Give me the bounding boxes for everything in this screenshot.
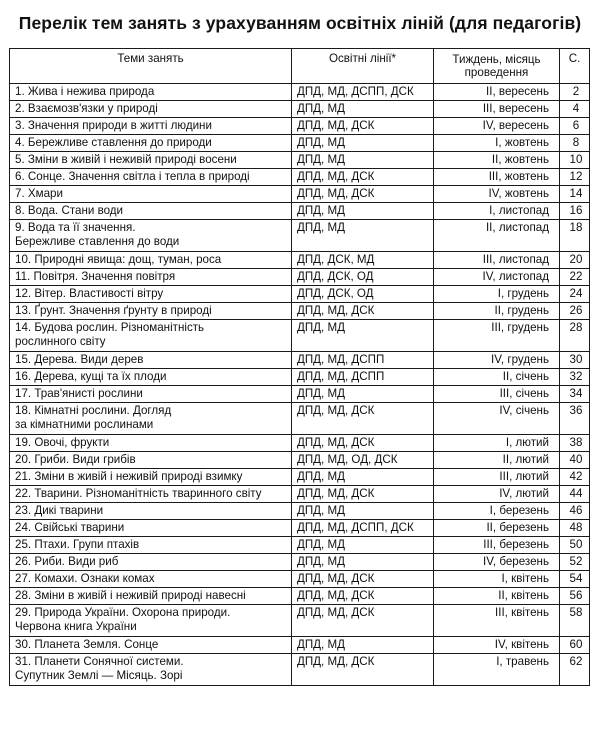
- topic-cell: [10, 101, 292, 118]
- topic-cell: [10, 469, 292, 486]
- when-cell: IV, жовтень: [434, 186, 560, 203]
- lines-cell: ДПД, МД: [292, 203, 434, 220]
- when-cell: III, грудень: [434, 320, 560, 352]
- topic-text: 15. Дерева. Види дерев: [15, 353, 144, 366]
- when-cell: IV, березень: [434, 554, 560, 571]
- page-cell: 10: [560, 152, 590, 169]
- topic-cell: [10, 588, 292, 605]
- table-row: [10, 554, 590, 571]
- table-row: [10, 588, 590, 605]
- when-cell: I, жовтень: [434, 135, 560, 152]
- page-cell: 58: [560, 605, 590, 637]
- topic-cell: [10, 152, 292, 169]
- table-row: [10, 520, 590, 537]
- topic-cell: [10, 486, 292, 503]
- header-lines: Освітні лінії*: [292, 49, 434, 84]
- topic-text: 11. Повітря. Значення повітря: [15, 270, 176, 283]
- topic-text: 30. Планета Земля. Сонце: [15, 638, 159, 651]
- topic-text: 26. Риби. Види риб: [15, 555, 119, 568]
- topic-text-line2: Бережливе ставлення до води: [15, 234, 180, 248]
- table-row: [10, 486, 590, 503]
- topic-text: 25. Птахи. Групи птахів: [15, 538, 140, 551]
- when-cell: III, березень: [434, 537, 560, 554]
- table-row: [10, 252, 590, 269]
- when-cell: I, травень: [434, 654, 560, 686]
- table-row: [10, 118, 590, 135]
- lines-cell: ДПД, МД, ДСК: [292, 571, 434, 588]
- when-cell: III, січень: [434, 386, 560, 403]
- header-when: Тиждень, місяць проведення: [434, 49, 560, 84]
- topic-text: 27. Комахи. Ознаки комах: [15, 572, 155, 585]
- page-cell: 54: [560, 571, 590, 588]
- page-cell: 36: [560, 403, 590, 435]
- table-row: [10, 101, 590, 118]
- topic-text: 5. Зміни в живій і неживій природі восени: [15, 153, 237, 166]
- table-row: [10, 186, 590, 203]
- topic-text: 6. Сонце. Значення світла і тепла в природі: [15, 170, 250, 183]
- topic-text: 28. Зміни в живій і неживій природі навесні: [15, 589, 246, 602]
- table-row: [10, 452, 590, 469]
- topic-text-line2: Червона книга України: [15, 619, 137, 633]
- table-row: [10, 537, 590, 554]
- lines-cell: ДПД, ДСК, ОД: [292, 269, 434, 286]
- lines-cell: ДПД, МД: [292, 101, 434, 118]
- lines-cell: ДПД, МД: [292, 135, 434, 152]
- when-cell: II, листопад: [434, 220, 560, 252]
- topic-text: 14. Будова рослин. Різноманітність: [15, 321, 205, 334]
- table-row: [10, 605, 590, 637]
- page-cell: 26: [560, 303, 590, 320]
- topic-cell: [10, 220, 292, 252]
- when-cell: I, квітень: [434, 571, 560, 588]
- topic-cell: [10, 135, 292, 152]
- page-title: Перелік тем занять з урахуванням освітніх ліній (для педагогів): [18, 13, 582, 33]
- topic-text: 7. Хмари: [15, 187, 63, 200]
- topic-text: 2. Взаємозв'язки у природі: [15, 102, 158, 115]
- topic-cell: [10, 352, 292, 369]
- table-row: [10, 169, 590, 186]
- lines-cell: ДПД, МД, ДСК: [292, 118, 434, 135]
- lines-cell: ДПД, МД, ОД, ДСК: [292, 452, 434, 469]
- table-row: [10, 220, 590, 252]
- topic-text-line2: за кімнатними рослинами: [15, 417, 154, 431]
- table-row: [10, 386, 590, 403]
- topics-table: [9, 48, 590, 686]
- header-page: С.: [560, 49, 590, 84]
- page-cell: 32: [560, 369, 590, 386]
- topic-text: 17. Трав'янисті рослини: [15, 387, 143, 400]
- table-row: [10, 637, 590, 654]
- header-topic: Теми занять: [10, 49, 292, 84]
- when-cell: III, вересень: [434, 101, 560, 118]
- topic-text: 4. Бережливе ставлення до природи: [15, 136, 212, 149]
- topic-cell: [10, 435, 292, 452]
- table-row: [10, 203, 590, 220]
- topic-cell: [10, 169, 292, 186]
- page-cell: 6: [560, 118, 590, 135]
- page-cell: 2: [560, 84, 590, 101]
- lines-cell: ДПД, МД: [292, 386, 434, 403]
- lines-cell: ДПД, МД: [292, 469, 434, 486]
- when-cell: III, квітень: [434, 605, 560, 637]
- page-cell: 44: [560, 486, 590, 503]
- lines-cell: ДПД, МД: [292, 554, 434, 571]
- topic-text: 18. Кімнатні рослини. Догляд: [15, 404, 172, 417]
- when-cell: I, грудень: [434, 286, 560, 303]
- topic-cell: [10, 605, 292, 637]
- when-cell: IV, вересень: [434, 118, 560, 135]
- page-cell: 4: [560, 101, 590, 118]
- lines-cell: ДПД, МД: [292, 537, 434, 554]
- page-cell: 40: [560, 452, 590, 469]
- table-row: [10, 571, 590, 588]
- table-row: [10, 369, 590, 386]
- table-row: [10, 303, 590, 320]
- topic-text: 12. Вітер. Властивості вітру: [15, 287, 164, 300]
- table-row: [10, 435, 590, 452]
- when-cell: I, березень: [434, 503, 560, 520]
- page-cell: 34: [560, 386, 590, 403]
- topic-text-line2: Супутник Землі — Місяць. Зорі: [15, 668, 183, 682]
- page-cell: 42: [560, 469, 590, 486]
- topic-text: 1. Жива і нежива природа: [15, 85, 155, 98]
- when-cell: II, січень: [434, 369, 560, 386]
- lines-cell: ДПД, МД, ДСК: [292, 605, 434, 637]
- page-cell: 38: [560, 435, 590, 452]
- lines-cell: ДПД, МД: [292, 152, 434, 169]
- page-cell: 14: [560, 186, 590, 203]
- lines-cell: ДПД, МД, ДСК: [292, 435, 434, 452]
- topic-cell: [10, 654, 292, 686]
- when-cell: I, лютий: [434, 435, 560, 452]
- topic-cell: [10, 452, 292, 469]
- lines-cell: ДПД, МД, ДСК: [292, 403, 434, 435]
- page-cell: 8: [560, 135, 590, 152]
- lines-cell: ДПД, МД, ДСПП: [292, 369, 434, 386]
- lines-cell: ДПД, ДСК, МД: [292, 252, 434, 269]
- table-row: [10, 269, 590, 286]
- when-cell: II, вересень: [434, 84, 560, 101]
- topic-text: 29. Природа України. Охорона природи.: [15, 606, 231, 619]
- topic-text: 13. Ґрунт. Значення ґрунту в природі: [15, 304, 212, 317]
- lines-cell: ДПД, МД, ДСПП, ДСК: [292, 520, 434, 537]
- topic-text: 31. Планети Сонячної системи.: [15, 655, 184, 668]
- topic-cell: [10, 369, 292, 386]
- topic-cell: [10, 637, 292, 654]
- page-cell: 46: [560, 503, 590, 520]
- when-cell: IV, січень: [434, 403, 560, 435]
- page-cell: 12: [560, 169, 590, 186]
- topic-text: 22. Тварини. Різноманітність тваринного світу: [15, 487, 262, 500]
- when-cell: IV, лютий: [434, 486, 560, 503]
- topic-text: 16. Дерева, кущі та їх плоди: [15, 370, 167, 383]
- topic-text: 24. Свійські тварини: [15, 521, 125, 534]
- when-cell: II, березень: [434, 520, 560, 537]
- lines-cell: ДПД, МД, ДСПП, ДСК: [292, 84, 434, 101]
- table-row: [10, 654, 590, 686]
- lines-cell: ДПД, МД: [292, 220, 434, 252]
- lines-cell: ДПД, МД: [292, 320, 434, 352]
- page-cell: 20: [560, 252, 590, 269]
- topic-cell: [10, 118, 292, 135]
- page-cell: 52: [560, 554, 590, 571]
- topic-cell: [10, 252, 292, 269]
- table-row: [10, 84, 590, 101]
- lines-cell: ДПД, МД, ДСК: [292, 169, 434, 186]
- topic-cell: [10, 203, 292, 220]
- when-cell: I, листопад: [434, 203, 560, 220]
- lines-cell: ДПД, МД, ДСК: [292, 486, 434, 503]
- topic-text: 8. Вода. Стани води: [15, 204, 124, 217]
- page-cell: 24: [560, 286, 590, 303]
- topic-cell: [10, 537, 292, 554]
- when-cell: II, квітень: [434, 588, 560, 605]
- page-cell: 48: [560, 520, 590, 537]
- page-cell: 18: [560, 220, 590, 252]
- when-cell: IV, квітень: [434, 637, 560, 654]
- page-cell: 30: [560, 352, 590, 369]
- table-row: [10, 403, 590, 435]
- lines-cell: ДПД, МД, ДСК: [292, 654, 434, 686]
- when-cell: III, лютий: [434, 469, 560, 486]
- topic-text: 9. Вода та її значення.: [15, 221, 136, 234]
- lines-cell: ДПД, ДСК, ОД: [292, 286, 434, 303]
- page-cell: 56: [560, 588, 590, 605]
- page-cell: 50: [560, 537, 590, 554]
- topic-cell: [10, 286, 292, 303]
- topic-text-line2: рослинного світу: [15, 334, 106, 348]
- page-cell: 28: [560, 320, 590, 352]
- when-cell: IV, листопад: [434, 269, 560, 286]
- when-cell: III, жовтень: [434, 169, 560, 186]
- topic-text: 23. Дикі тварини: [15, 504, 104, 517]
- topic-text: 3. Значення природи в житті людини: [15, 119, 212, 132]
- lines-cell: ДПД, МД, ДСК: [292, 303, 434, 320]
- when-cell: IV, грудень: [434, 352, 560, 369]
- table-row: [10, 286, 590, 303]
- when-cell: III, листопад: [434, 252, 560, 269]
- topic-cell: [10, 303, 292, 320]
- lines-cell: ДПД, МД, ДСК: [292, 588, 434, 605]
- table-body: [10, 84, 590, 686]
- topic-cell: [10, 269, 292, 286]
- table-row: [10, 503, 590, 520]
- header-row: [10, 49, 590, 84]
- lines-cell: ДПД, МД: [292, 637, 434, 654]
- topic-cell: [10, 520, 292, 537]
- lines-cell: ДПД, МД, ДСК: [292, 186, 434, 203]
- table-row: [10, 320, 590, 352]
- topic-cell: [10, 320, 292, 352]
- page-cell: 22: [560, 269, 590, 286]
- table-row: [10, 135, 590, 152]
- when-cell: II, жовтень: [434, 152, 560, 169]
- table-row: [10, 352, 590, 369]
- topic-text: 10. Природні явища: дощ, туман, роса: [15, 253, 222, 266]
- when-cell: II, лютий: [434, 452, 560, 469]
- topic-cell: [10, 386, 292, 403]
- lines-cell: ДПД, МД, ДСПП: [292, 352, 434, 369]
- topic-text: 21. Зміни в живій і неживій природі взимку: [15, 470, 243, 483]
- page-cell: 60: [560, 637, 590, 654]
- topic-cell: [10, 186, 292, 203]
- topic-cell: [10, 84, 292, 101]
- table-row: [10, 469, 590, 486]
- lines-cell: ДПД, МД: [292, 503, 434, 520]
- topic-cell: [10, 503, 292, 520]
- when-cell: II, грудень: [434, 303, 560, 320]
- table-row: [10, 152, 590, 169]
- topic-text: 19. Овочі, фрукти: [15, 436, 110, 449]
- topic-text: 20. Гриби. Види грибів: [15, 453, 136, 466]
- topic-cell: [10, 554, 292, 571]
- topic-cell: [10, 571, 292, 588]
- page-cell: 16: [560, 203, 590, 220]
- page-cell: 62: [560, 654, 590, 686]
- topic-cell: [10, 403, 292, 435]
